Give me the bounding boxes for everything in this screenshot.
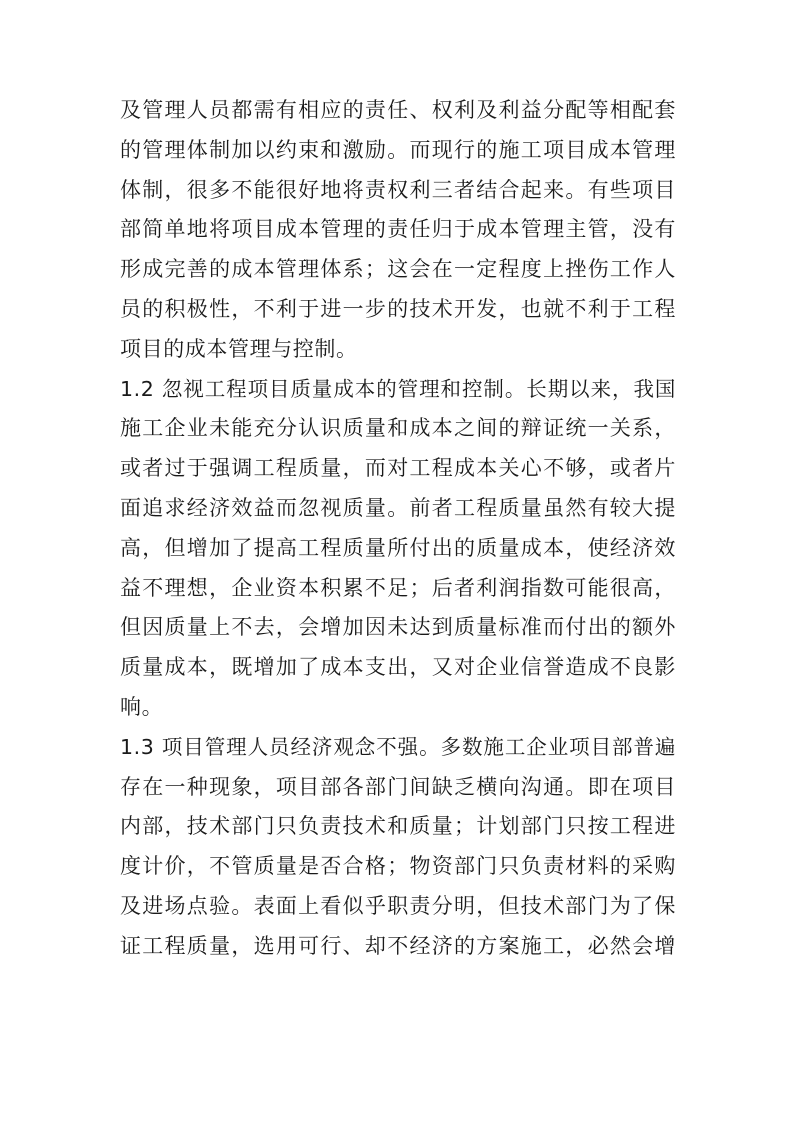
text-line: 内部，技术部门只负责技术和质量；计划部门只按工程进: [120, 814, 676, 839]
section-heading-line: 1.2 忽视工程项目质量成本的管理和控制。长期以来，我国: [120, 376, 676, 401]
text-line: 员的积极性，不利于进一步的技术开发，也就不利于工程: [120, 296, 676, 321]
text-line: 及进场点验。表面上看似乎职责分明，但技术部门为了保: [120, 893, 676, 918]
text-line: 及管理人员都需有相应的责任、权利及利益分配等相配套: [120, 98, 676, 122]
text-line: 质量成本，既增加了成本支出，又对企业信誉造成不良影: [120, 655, 676, 680]
text-line: 或者过于强调工程质量，而对工程成本关心不够，或者片: [120, 456, 676, 481]
text-line: 面追求经济效益而忽视质量。前者工程质量虽然有较大提: [120, 495, 676, 520]
text-line: 度计价，不管质量是否合格；物资部门只负责材料的采购: [120, 854, 676, 879]
text-line: 高，但增加了提高工程质量所付出的质量成本，使经济效: [120, 535, 676, 560]
text-line: 的管理体制加以约束和激励。而现行的施工项目成本管理: [120, 137, 676, 162]
text-line: 证工程质量，选用可行、却不经济的方案施工，必然会增: [120, 933, 676, 958]
text-line: 响。: [120, 694, 164, 719]
text-line: 项目的成本管理与控制。: [120, 336, 358, 361]
text-line: 施工企业未能充分认识质量和成本之间的辩证统一关系，: [120, 416, 676, 441]
text-line: 形成完善的成本管理体系；这会在一定程度上挫伤工作人: [120, 257, 676, 282]
text-line: 部简单地将项目成本管理的责任归于成本管理主管，没有: [120, 217, 676, 242]
text-line: 但因质量上不去，会增加因未达到质量标准而付出的额外: [120, 615, 676, 640]
text-line: 益不理想，企业资本积累不足；后者利润指数可能很高，: [120, 575, 676, 600]
section-heading-line: 1.3 项目管理人员经济观念不强。多数施工企业项目部普遍: [120, 734, 676, 759]
text-line: 存在一种现象，项目部各部门间缺乏横向沟通。即在项目: [120, 774, 676, 799]
body-text: [120, 91, 676, 967]
text-line: 体制，很多不能很好地将责权利三者结合起来。有些项目: [120, 177, 676, 202]
